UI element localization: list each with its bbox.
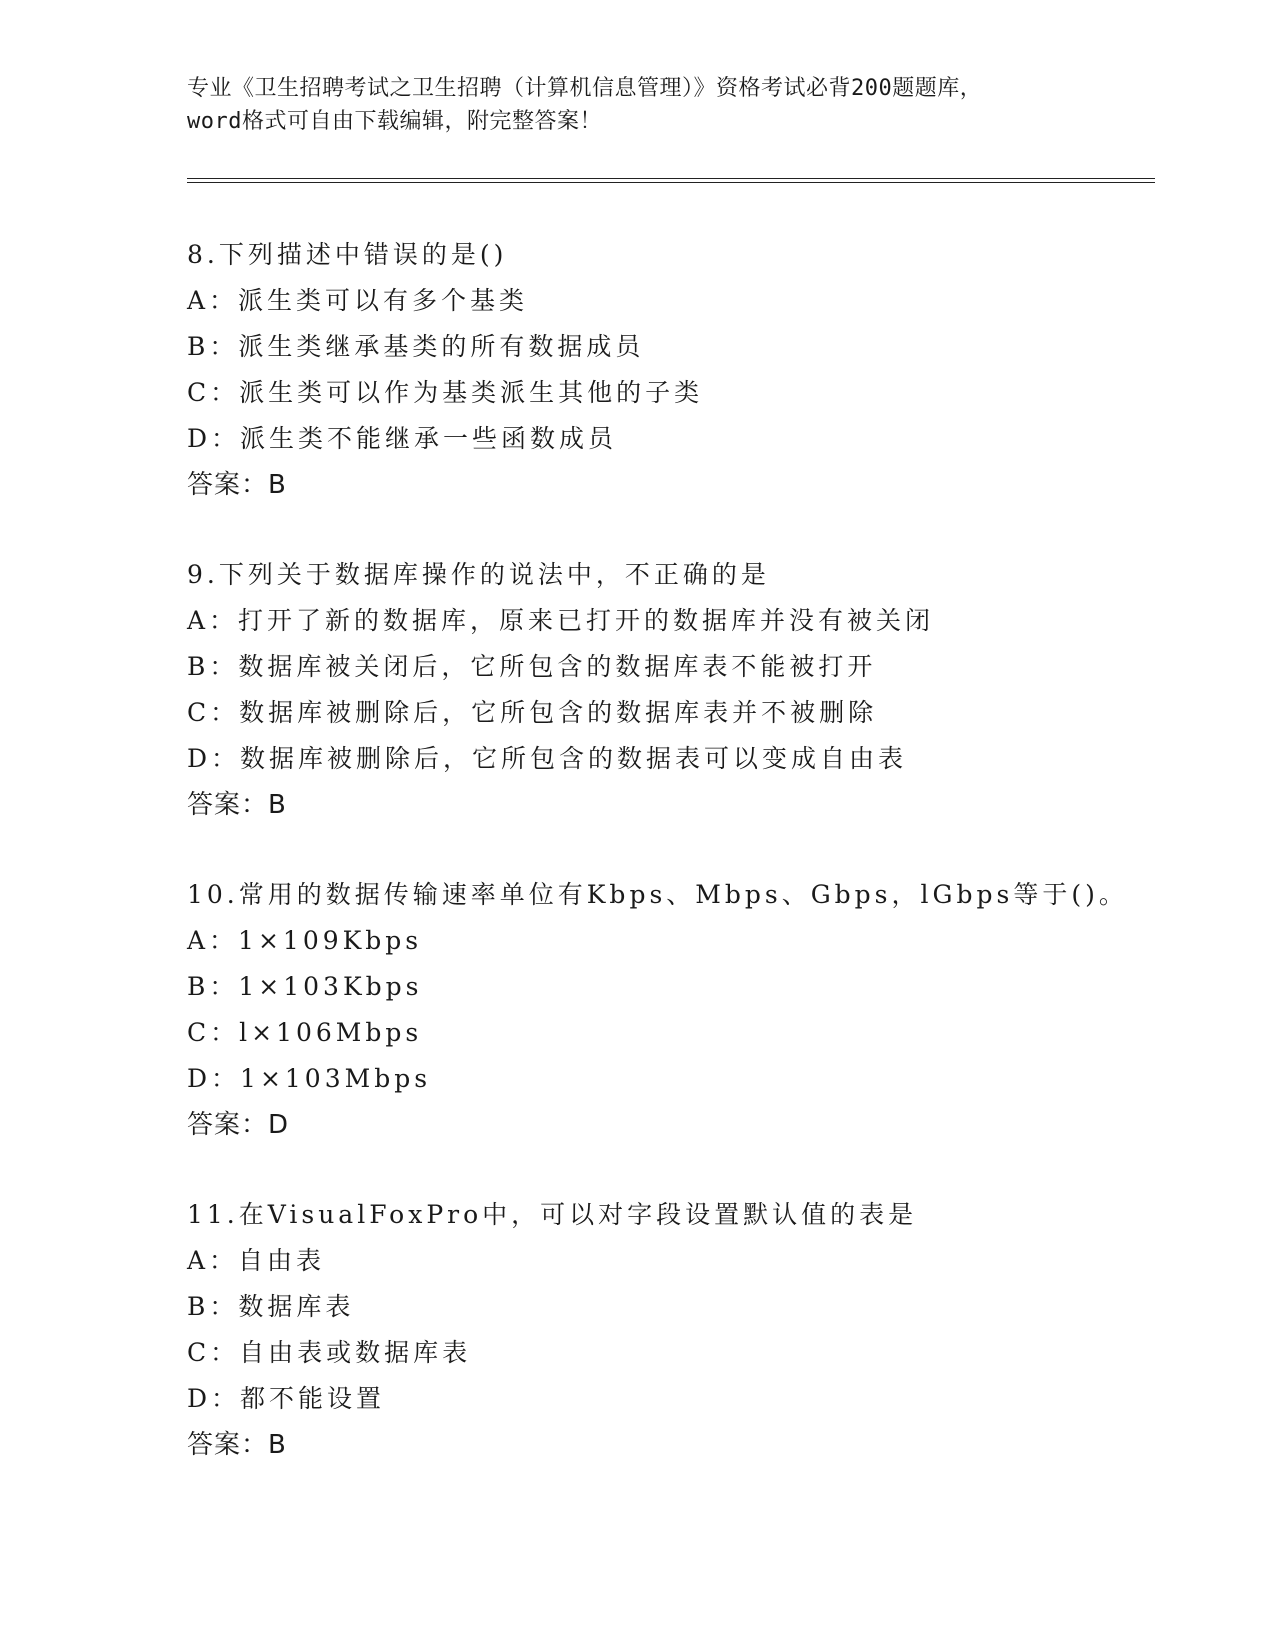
header-subtitle-line: word格式可自由下载编辑，附完整答案！	[187, 109, 602, 134]
option-d: D：1×103Mbps	[187, 1064, 432, 1093]
question-stem: 10.常用的数据传输速率单位有Kbps、Mbps、Gbps，lGbps等于()。	[187, 880, 1128, 909]
header-divider-bottom	[187, 182, 1155, 183]
option-a: A：自由表	[187, 1246, 326, 1275]
header-divider-top	[187, 178, 1155, 179]
option-c: C：派生类可以作为基类派生其他的子类	[187, 378, 704, 407]
option-c: C：数据库被删除后，它所包含的数据库表并不被删除	[187, 698, 878, 727]
option-d: D：派生类不能继承一些函数成员	[187, 424, 618, 453]
option-b: B：派生类继承基类的所有数据成员	[187, 332, 645, 361]
question-stem: 11.在VisualFoxPro中，可以对字段设置默认值的表是	[187, 1200, 918, 1229]
answer-text: 答案：B	[187, 1430, 287, 1460]
option-b: B：数据库被关闭后，它所包含的数据库表不能被打开	[187, 652, 877, 681]
question-block	[187, 552, 1147, 828]
question-block	[187, 872, 1147, 1148]
answer-text: 答案：B	[187, 790, 287, 820]
option-b: B：数据库表	[187, 1292, 355, 1321]
option-b: B：1×103Kbps	[187, 972, 423, 1001]
question-block	[187, 232, 1147, 508]
header-title-line: 专业《卫生招聘考试之卫生招聘（计算机信息管理）》资格考试必背200题题库，	[187, 76, 983, 101]
option-c: C：自由表或数据库表	[187, 1338, 472, 1367]
option-a: A：1×109Kbps	[187, 926, 423, 955]
question-stem: 9.下列关于数据库操作的说法中，不正确的是	[187, 560, 770, 589]
option-a: A：打开了新的数据库，原来已打开的数据库并没有被关闭	[187, 606, 935, 635]
option-d: D：都不能设置	[187, 1384, 386, 1413]
answer-text: 答案：D	[187, 1110, 290, 1140]
option-a: A：派生类可以有多个基类	[187, 286, 529, 315]
question-stem: 8.下列描述中错误的是()	[187, 240, 508, 269]
document-header	[187, 72, 1087, 138]
option-c: C：l×106Mbps	[187, 1018, 423, 1047]
answer-text: 答案：B	[187, 470, 287, 500]
option-d: D：数据库被删除后，它所包含的数据表可以变成自由表	[187, 744, 908, 773]
question-block	[187, 1192, 1147, 1468]
